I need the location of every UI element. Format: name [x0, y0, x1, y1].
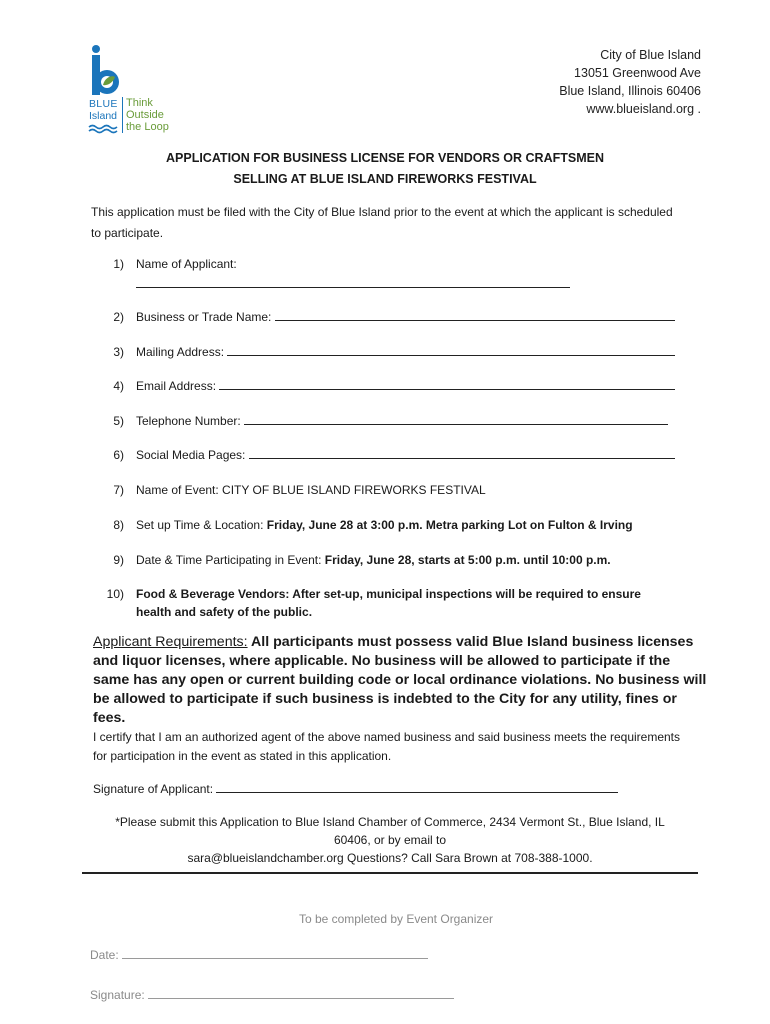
address-line: 13051 Greenwood Ave	[574, 66, 701, 80]
submission-line: sara@blueislandchamber.org Questions? Call Sara Brown at 708-388-1000.	[187, 851, 593, 865]
applicant-requirements	[93, 633, 707, 728]
website-link[interactable]: www.blueisland.org .	[586, 102, 701, 116]
field-value: Friday, June 28, starts at 5:00 p.m. until 10:00 p.m.	[324, 553, 611, 567]
section-divider	[82, 872, 698, 874]
field-label: Email Address:	[136, 379, 217, 393]
organizer-signature-line	[90, 986, 454, 1002]
signature-label: Signature of Applicant:	[93, 782, 214, 796]
organizer-signature-label: Signature:	[90, 988, 145, 1002]
social-media-input[interactable]	[249, 446, 675, 459]
field-label: Set up Time & Location:	[136, 518, 264, 532]
item-number: 9)	[113, 553, 124, 567]
logo-word-blue: BLUE	[89, 98, 118, 110]
organizer-date-input[interactable]	[122, 946, 428, 959]
requirements-heading: Applicant Requirements:	[93, 634, 248, 650]
mailing-address-input[interactable]	[227, 343, 675, 356]
item-number: 4)	[113, 379, 124, 393]
intro-paragraph: This application must be filed with the City of Blue Island prior to the event at which the applicant is scheduled to participate.	[91, 205, 673, 240]
submission-line: 60406, or by email to	[333, 833, 447, 847]
address-line: City of Blue Island	[600, 48, 701, 62]
applicant-signature-line	[93, 780, 693, 798]
applicant-name-input[interactable]	[136, 275, 570, 288]
tagline-line: Outside	[126, 109, 164, 121]
field-label: Name of Event: CITY OF BLUE ISLAND FIREWORKS FESTIVAL	[136, 483, 486, 497]
address-line: Blue Island, Illinois 60406	[559, 84, 701, 98]
tagline-line: Think	[126, 97, 153, 109]
date-label: Date:	[90, 948, 119, 962]
item-number: 3)	[113, 345, 124, 359]
item-number: 8)	[113, 518, 124, 532]
submission-instructions	[90, 813, 690, 867]
telephone-input[interactable]	[244, 412, 668, 425]
field-label: Food & Beverage Vendors: After set-up, municipal inspections will be required to ensure health and safety of the public.	[136, 587, 641, 619]
field-label: Date & Time Participating in Event:	[136, 553, 322, 567]
waves-icon	[88, 124, 118, 134]
certification-paragraph: I certify that I am an authorized agent of the above named business and said business meets the requirements for participation in the event as stated in this application.	[93, 730, 681, 763]
field-label: Name of Applicant:	[136, 257, 237, 271]
tagline-line: the Loop	[126, 121, 169, 133]
blue-island-b-icon	[86, 44, 126, 106]
organizer-signature-input[interactable]	[148, 986, 454, 999]
city-logo	[86, 44, 182, 136]
item-number: 1)	[113, 257, 124, 271]
city-address	[559, 46, 701, 118]
item-number: 2)	[113, 310, 124, 324]
logo-word-island: Island	[89, 110, 118, 122]
item-number: 6)	[113, 448, 124, 462]
item-number: 10)	[106, 587, 124, 601]
logo-tagline	[122, 97, 169, 133]
field-label: Social Media Pages:	[136, 448, 246, 462]
title-line: APPLICATION FOR BUSINESS LICENSE FOR VENDORS OR CRAFTSMEN	[166, 151, 604, 165]
page-title	[90, 148, 680, 190]
title-line: SELLING AT BLUE ISLAND FIREWORKS FESTIVAL	[233, 172, 537, 186]
item-number: 5)	[113, 414, 124, 428]
field-label: Telephone Number:	[136, 414, 241, 428]
field-label: Mailing Address:	[136, 345, 225, 359]
field-value: Friday, June 28 at 3:00 p.m. Metra parking Lot on Fulton & Irving	[266, 518, 633, 532]
business-name-input[interactable]	[275, 308, 675, 321]
requirements-text: All participants must possess valid Blue Island business licenses and liquor licenses, where applicable. No business will be allowed to participate if the same has any open or current building code or local ordinance violations. No business will be allowed to participate if such business is indebted to the City for any utility, fines or fees.	[93, 634, 707, 726]
item-number: 7)	[113, 483, 124, 497]
email-input[interactable]	[219, 377, 675, 390]
applicant-signature-input[interactable]	[216, 780, 618, 793]
organizer-heading: To be completed by Event Organizer	[298, 912, 494, 926]
submission-line: *Please submit this Application to Blue Island Chamber of Commerce, 2434 Vermont St., Blue Island, IL	[115, 815, 665, 829]
organizer-date-line	[90, 946, 428, 962]
field-label: Business or Trade Name:	[136, 310, 272, 324]
